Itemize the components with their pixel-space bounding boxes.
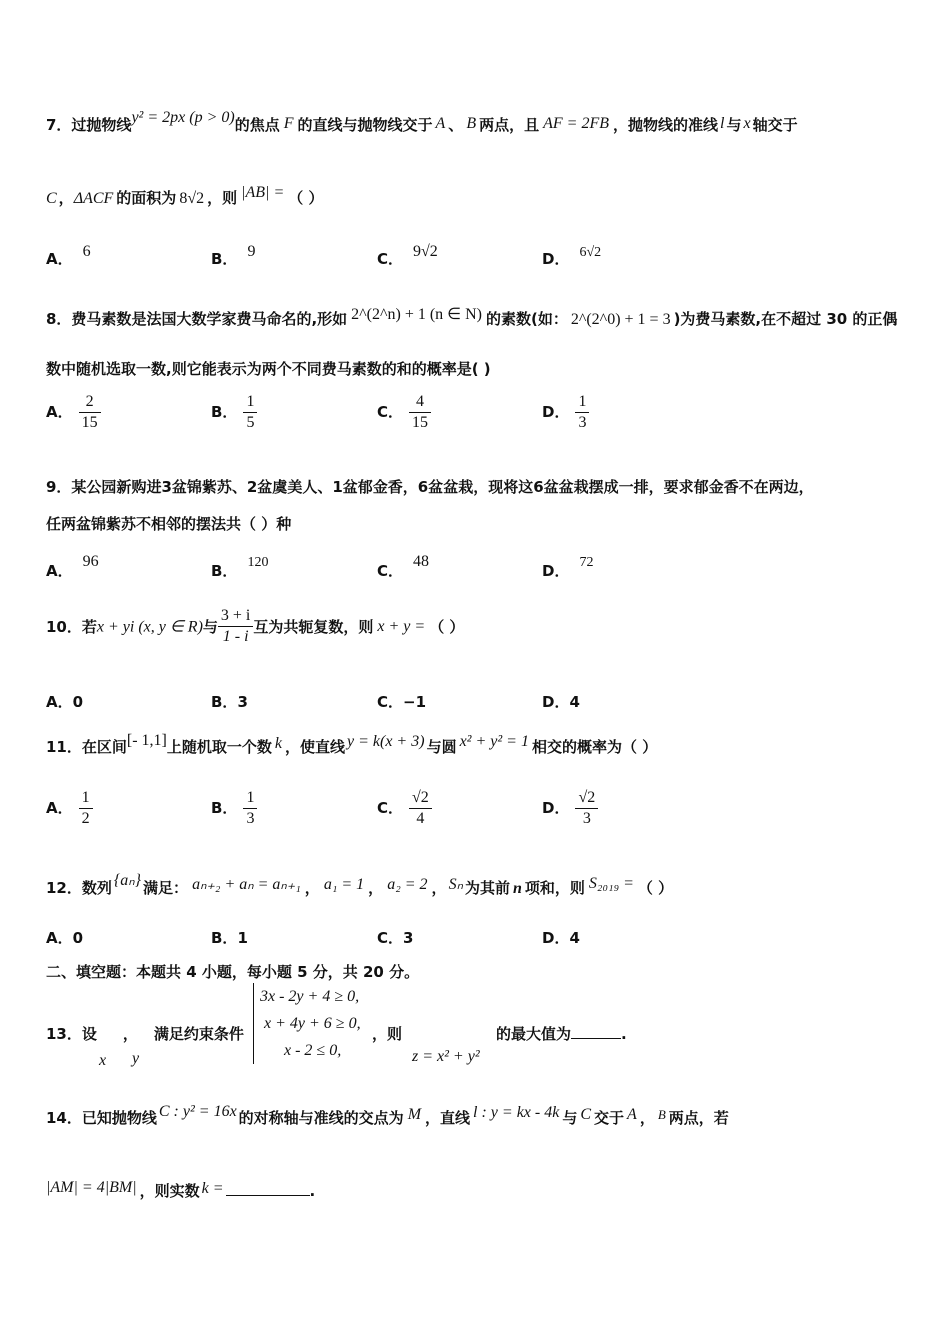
q13-then: ，则: [372, 1025, 403, 1043]
q11-option-c: C． $\frac{√2}{4}$: [377, 788, 432, 829]
q7-parabola-eq: y² = 2px (p > 0): [131, 109, 235, 126]
q11-text: 11．在区间: [46, 738, 127, 756]
q8-line1: [46, 308, 897, 329]
q10-line: [46, 606, 464, 647]
q7-text: 与: [726, 116, 742, 134]
q12-a2: a₂ = 2: [387, 876, 428, 893]
q14-condition: |AM| = 4|BM|: [46, 1179, 137, 1196]
q12-sep: ，: [431, 879, 447, 897]
q12-recurrence: aₙ₊₂ + aₙ = aₙ₊₁: [192, 876, 301, 893]
q14-parabola: C : y² = 16x: [158, 1103, 237, 1120]
q14-text: 的对称轴与准线的交点为: [238, 1109, 404, 1127]
q7-option-d: D． 6√2: [542, 245, 602, 268]
q11-text: 上随机取一个数: [166, 738, 272, 756]
q11-line-eq: y = k(x + 3): [347, 733, 425, 750]
q14-point-m: M: [407, 1106, 422, 1123]
q9-option-d: D． 72: [542, 555, 594, 580]
q8-option-b: B． $\frac{1}{5}$: [211, 392, 257, 433]
q13-text: 满足约束条件: [153, 1025, 244, 1043]
q13-objective: z = x² + y²: [412, 1048, 480, 1065]
q9-option-c: C．48: [377, 553, 430, 580]
q12-text: 12．数列: [46, 879, 112, 897]
q14-line1: [46, 1103, 729, 1128]
q10-option-a: A．0: [46, 693, 84, 711]
q7-text: 轴交于: [752, 116, 798, 134]
q9-line2: 任两盆锦紫苏不相邻的摆法共（ ）种: [46, 515, 292, 533]
q10-expr: x + yi (x, y ∈ R): [96, 618, 203, 636]
q13-end: .: [621, 1025, 627, 1043]
q8-fermat-form: 2^(2^n) + 1 (n ∈ N): [351, 306, 482, 323]
q14-point-b: B: [657, 1107, 666, 1122]
q7-line1: [46, 109, 798, 135]
q7-focus: F: [283, 115, 294, 132]
q7-text: ，抛物线的准线: [613, 116, 719, 134]
q14-curve-c: C: [580, 1106, 592, 1123]
q12-line: [46, 872, 674, 898]
q14-answer-blank[interactable]: [226, 1195, 310, 1196]
q10-option-d: D．4: [542, 693, 580, 711]
section-heading: 二、填空题：本题共 4 小题，每小题 5 分，共 20 分。: [46, 963, 420, 981]
q7-option-a: A． 6: [46, 243, 91, 268]
q7-number: 7．过抛物线: [46, 116, 132, 134]
q14-line-eq: l : y = kx - 4k: [473, 1104, 560, 1121]
q8-text: 的素数(如：: [485, 310, 568, 328]
q14-sep: ，: [639, 1109, 655, 1127]
q8-line2: 数中随机选取一数,则它能表示为两个不同费马素数的和的概率是( ): [46, 360, 491, 378]
q12-option-b: B．1: [211, 929, 248, 947]
q10-text: 互为共轭复数，则: [253, 618, 374, 636]
q10-expr2: x + y =: [377, 617, 426, 635]
q11-interval: [- 1,1]: [126, 732, 167, 749]
q7-option-c: C． 9√2: [377, 243, 438, 268]
q7-option-b: B． 9: [211, 243, 256, 268]
q7-text: 的面积为: [116, 189, 177, 207]
q14-k: k =: [201, 1180, 224, 1197]
q13-line: [46, 1023, 244, 1044]
q11-text: ，使直线: [284, 738, 345, 756]
q12-option-d: D．4: [542, 929, 580, 947]
q8-text: )为费马素数,在不超过 30 的正偶: [673, 310, 898, 328]
q7-text: 两点，且: [479, 116, 540, 134]
q7-text: ，: [58, 189, 74, 207]
q12-n: n: [512, 880, 522, 897]
q7-text: 的直线与抛物线交于: [297, 116, 433, 134]
q13-text: ，: [122, 1025, 138, 1043]
q7-x: x: [743, 115, 751, 132]
q14-text: 14．已知抛物线: [46, 1109, 157, 1127]
q14-text: 交于: [594, 1109, 625, 1127]
q10-option-b: B．3: [211, 693, 248, 711]
q7-point-a: A: [435, 115, 446, 132]
q7-vector-eq: AF = 2FB: [543, 115, 609, 132]
q11-text: 与圆: [426, 738, 457, 756]
q7-point-c: C: [46, 190, 57, 207]
q12-text: 满足：: [143, 879, 189, 897]
q13-answer-blank[interactable]: [571, 1038, 621, 1039]
q13-constraint-3: x - 2 ≤ 0,: [284, 1042, 342, 1059]
q9-option-a: A．96: [46, 553, 99, 580]
q13-constraint-1: 3x - 2y + 4 ≥ 0,: [260, 988, 360, 1005]
q11-text: 相交的概率为（ ）: [531, 738, 658, 756]
q11-circle-eq: x² + y² = 1: [459, 733, 529, 750]
q12-sep: ，: [368, 879, 384, 897]
q7-area: 8√2: [179, 190, 205, 207]
q14-text: 与: [562, 1109, 578, 1127]
q9-option-b: B． 120: [211, 555, 269, 580]
q9-line1: 9．某公园新购进3盆锦紫苏、2盆虞美人、1盆郁金香，6盆盆栽，现将这6盆盆栽摆成一排，要求郁金香不在两边，: [46, 478, 814, 496]
q11-line: [46, 732, 658, 757]
q14-text: 两点，若: [668, 1109, 729, 1127]
q12-sn: Sₙ: [448, 876, 463, 893]
q14-end: .: [309, 1182, 316, 1200]
q14-point-a: A: [627, 1106, 637, 1123]
q10-option-c: C．−1: [377, 693, 427, 711]
q12-a1: a₁ = 1: [323, 876, 365, 893]
q8-text: 8．费马素数是法国大数学家费马命名的,形如: [46, 310, 348, 328]
q7-ab: |AB| =: [241, 184, 285, 201]
q12-sep: ，: [304, 879, 320, 897]
q8-option-a: A． $\frac{2}{15}$: [46, 392, 101, 433]
q12-s2019: S₂₀₁₉ =: [588, 875, 634, 892]
q7-directrix: l: [720, 115, 725, 132]
q7-text: ，则: [207, 189, 238, 207]
q10-fraction: $\frac{3 + i}{1 - i}$: [218, 606, 253, 647]
q10-text: 10．若: [46, 618, 97, 636]
q12-sequence: {aₙ}: [113, 872, 142, 889]
q13-var-y: y: [132, 1050, 140, 1067]
q12-text: 为其前: [464, 879, 510, 897]
q8-example: 2^(2^0) + 1 = 3: [570, 311, 671, 328]
q11-k: k: [274, 735, 282, 752]
q13-text: 的最大值为: [496, 1025, 572, 1043]
q7-answer-paren: （ ）: [288, 189, 324, 207]
q12-text: 项和，则: [524, 879, 585, 897]
q10-answer-paren: （ ）: [429, 618, 465, 636]
q14-text: ，直线: [425, 1109, 471, 1127]
q7-triangle: ΔACF: [73, 190, 114, 207]
q14-text: ，则实数: [139, 1182, 200, 1200]
q7-line2: [46, 184, 324, 208]
q7-sep: 、: [448, 116, 464, 134]
q11-option-b: B． $\frac{1}{3}$: [211, 788, 257, 829]
q13-var-x: x: [99, 1052, 107, 1069]
q13-max: [496, 1023, 627, 1044]
q10-text: 与: [202, 618, 218, 636]
q13-constraint-system: [253, 983, 361, 1064]
q11-option-d: D． $\frac{√2}{3}$: [542, 788, 598, 829]
q14-line2: [46, 1180, 315, 1201]
q12-option-c: C．3: [377, 929, 414, 947]
q13-constraint-2: x + 4y + 6 ≥ 0,: [264, 1015, 361, 1032]
q11-option-a: A． $\frac{1}{2}$: [46, 788, 93, 829]
q12-option-a: A．0: [46, 929, 84, 947]
q7-text: 的焦点: [234, 116, 280, 134]
q7-point-b: B: [466, 115, 477, 132]
q8-option-d: D． $\frac{1}{3}$: [542, 392, 589, 433]
q12-answer-paren: （ ）: [637, 879, 674, 897]
q13-text: 13．设: [46, 1025, 97, 1043]
q8-option-c: C． $\frac{4}{15}$: [377, 392, 431, 433]
